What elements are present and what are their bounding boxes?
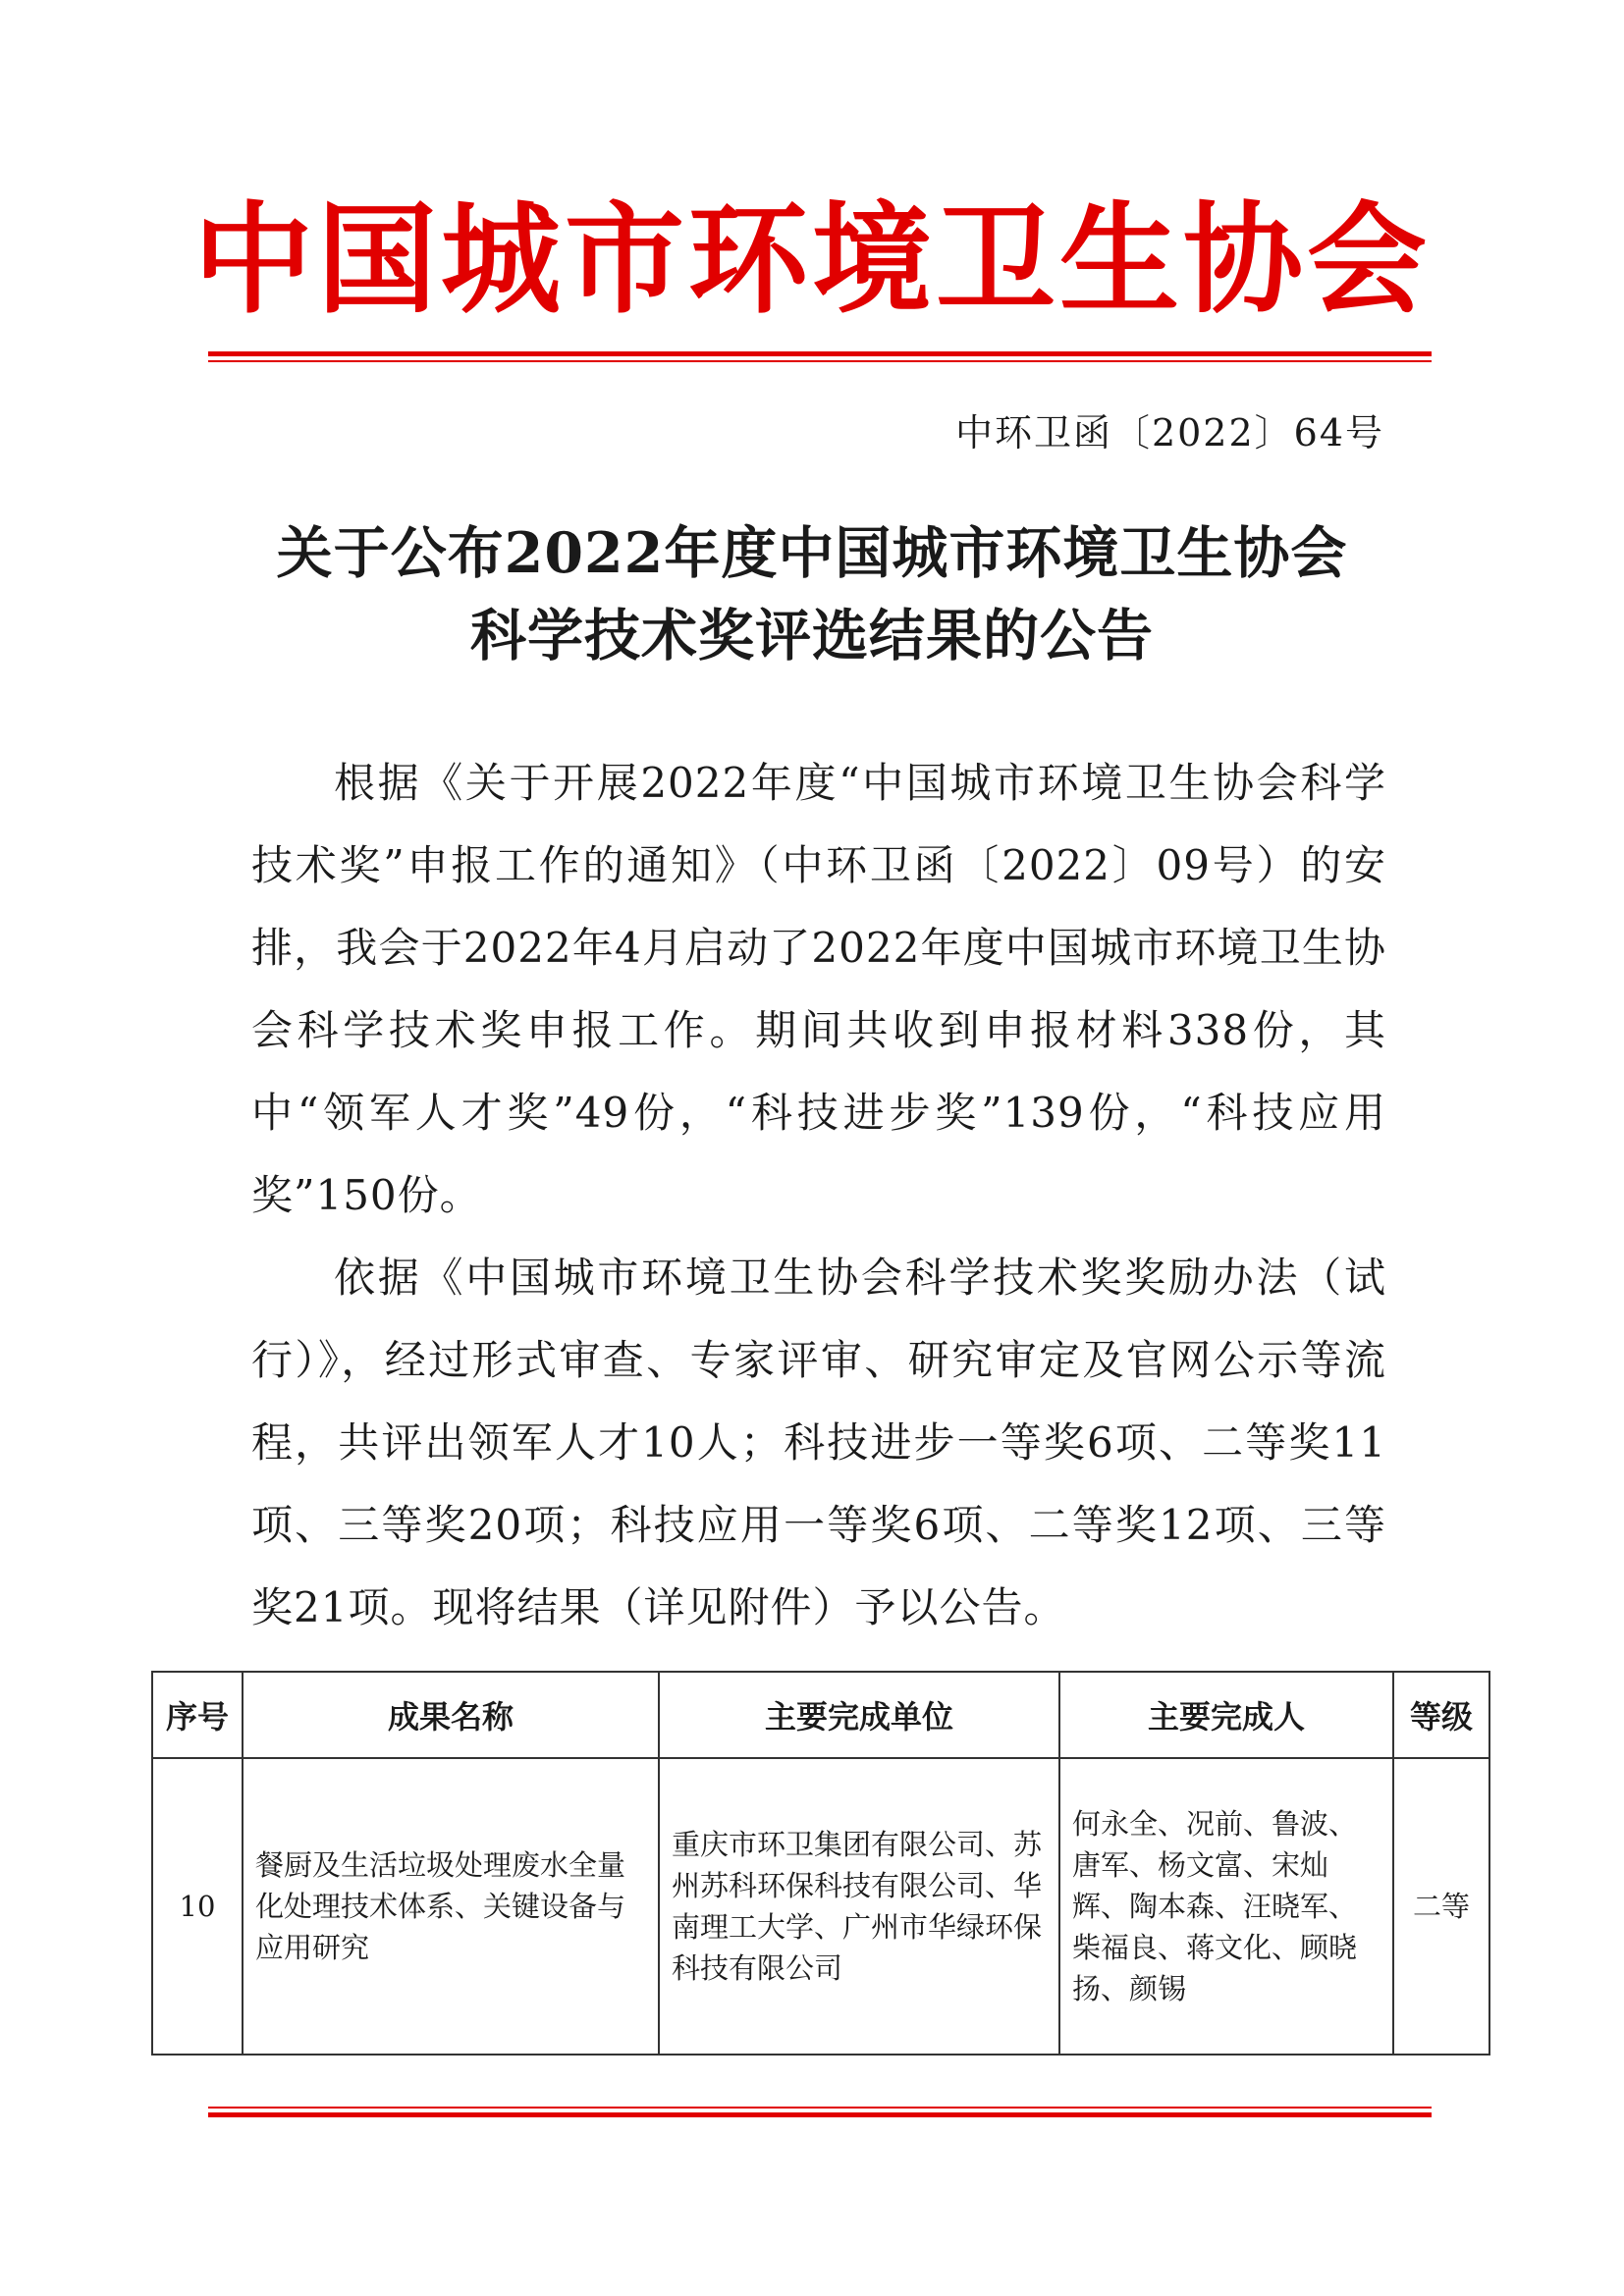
cell-grade: 二等 [1393, 1758, 1489, 2055]
body-paragraph-2: 依据《中国城市环境卫生协会科学技术奖奖励办法（试行）》，经过形式审查、专家评审、研究审定及官网公示等流程，共评出领军人才10人；科技进步一等奖6项、二等奖11项、三等奖20项；科技应用一等奖6项、二等奖12项、三等奖21项。现将结果（详见附件）予以公告。 [251, 1254, 1386, 1631]
header-serial-no: 序号 [152, 1672, 243, 1758]
letterhead-rule-thin [208, 360, 1432, 362]
notice-title-line1: 关于公布2022年度中国城市环境卫生协会 [276, 520, 1348, 586]
letterhead-rule-thick [208, 351, 1432, 356]
header-achievement-name: 成果名称 [243, 1672, 659, 1758]
header-main-units: 主要完成单位 [659, 1672, 1059, 1758]
table-header-row [152, 1672, 1489, 1758]
body-paragraph-1: 根据《关于开展2022年度“中国城市环境卫生协会科学技术奖”申报工作的通知》（中环卫函〔2022〕09号）的安排，我会于2022年4月启动了2022年度中国城市环境卫生协会科学技术奖申报工作。期间共收到申报材料338份，其中“领军人才奖”49份，“科技进步奖”139份，“科技应用奖”150份。 [251, 759, 1386, 1219]
header-main-persons: 主要完成人 [1059, 1672, 1393, 1758]
notice-body [251, 742, 1386, 1649]
cell-main-persons: 何永全、况前、鲁波、唐军、杨文富、宋灿辉、陶本森、汪晓军、柴福良、蒋文化、顾晓扬、颜锡 [1059, 1758, 1393, 2055]
document-number: 中环卫函〔2022〕64号 [954, 411, 1384, 454]
footer-rule-thin [208, 2107, 1432, 2109]
organization-letterhead: 中国城市环境卫生协会 [193, 190, 1431, 330]
cell-serial-no: 10 [152, 1758, 243, 2055]
table-row [152, 1758, 1489, 2055]
notice-title-line2: 科学技术奖评选结果的公告 [470, 603, 1154, 668]
results-table [151, 1671, 1490, 2056]
cell-achievement-name: 餐厨及生活垃圾处理废水全量化处理技术体系、关键设备与应用研究 [243, 1758, 659, 2055]
header-grade: 等级 [1393, 1672, 1489, 1758]
cell-main-units: 重庆市环卫集团有限公司、苏州苏科环保科技有限公司、华南理工大学、广州市华绿环保科技有限公司 [659, 1758, 1059, 2055]
footer-rule-thick [208, 2112, 1432, 2117]
